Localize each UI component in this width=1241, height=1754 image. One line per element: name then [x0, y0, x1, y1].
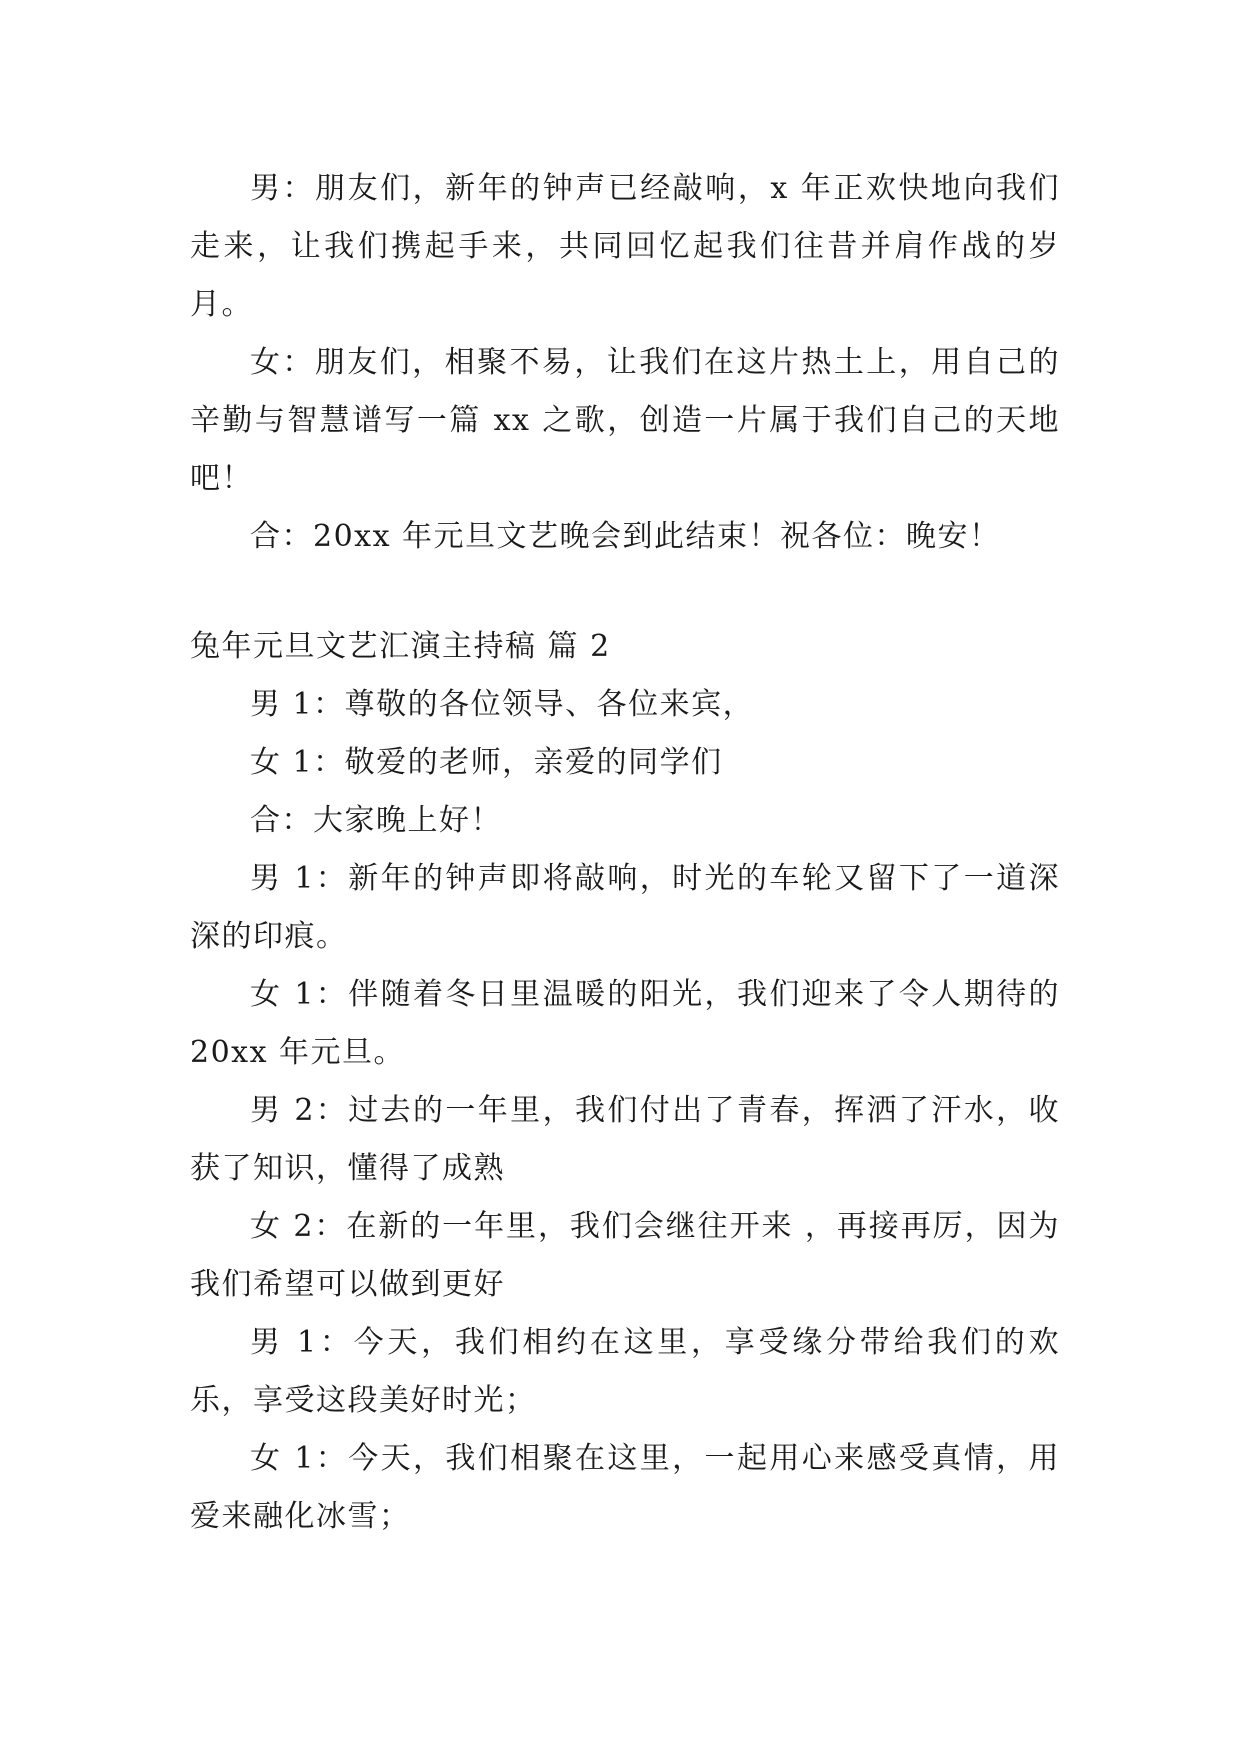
paragraph: 男 1：尊敬的各位领导、各位来宾， [250, 687, 755, 722]
paragraph: 女：朋友们，相聚不易，让我们在这片热土上，用自己的辛勤与智慧谱写一篇 xx 之歌，创造一片属于我们自己的天地吧！ [190, 345, 1060, 496]
section-heading: 兔年元旦文艺汇演主持稿 篇 2 [190, 629, 611, 664]
paragraph: 男 1：今天，我们相约在这里，享受缘分带给我们的欢乐，享受这段美好时光； [190, 1325, 1060, 1418]
paragraph: 女 1：今天，我们相聚在这里，一起用心来感受真情，用爱来融化冰雪； [190, 1441, 1060, 1534]
paragraph: 女 2：在新的一年里，我们会继往开来 ，再接再厉，因为我们希望可以做到更好 [190, 1209, 1060, 1302]
paragraph: 男：朋友们，新年的钟声已经敲响，x 年正欢快地向我们走来，让我们携起手来，共同回忆起我们往昔并肩作战的岁月。 [190, 171, 1060, 322]
paragraph: 合：大家晚上好！ [250, 803, 502, 838]
paragraph: 女 1：敬爱的老师，亲爱的同学们 [250, 745, 723, 780]
paragraph: 男 2：过去的一年里，我们付出了青春，挥洒了汗水，收获了知识，懂得了成熟 [190, 1093, 1060, 1186]
paragraph: 男 1：新年的钟声即将敲响，时光的车轮又留下了一道深深的印痕。 [190, 861, 1060, 954]
document-body [190, 160, 1060, 1546]
paragraph: 女 1：伴随着冬日里温暖的阳光，我们迎来了令人期待的 20xx 年元旦。 [190, 977, 1060, 1070]
paragraph: 合：20xx 年元旦文艺晚会到此结束！祝各位：晚安！ [250, 519, 1001, 554]
